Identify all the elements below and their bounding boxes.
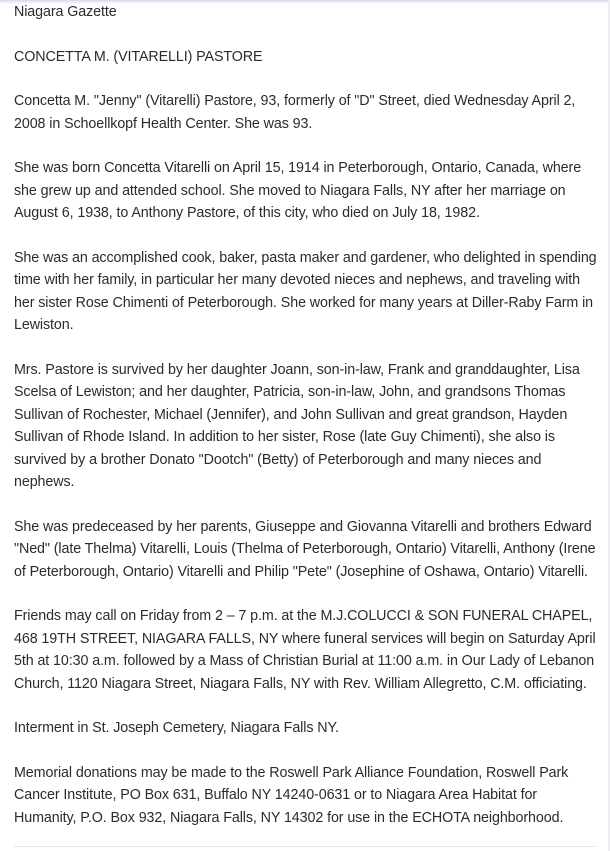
obituary-heading: CONCETTA M. (VITARELLI) PASTORE bbox=[14, 48, 263, 65]
paragraph-predeceased: She was predeceased by her parents, Giuseppe and Giovanna Vitarelli and brothers Edward "Ned" (late Thelma) Vitarelli, Louis (Thelma of Peterborough, Ontario) Vitarelli, Anthony (Irene of Peterborough, Ontario) Vitarelli and Philip "Pete" (Josephine of Oshawa, Ontario) Vitarelli. bbox=[14, 518, 596, 580]
bottom-divider bbox=[14, 846, 596, 847]
obituary-content bbox=[14, 1, 600, 851]
paragraph-services: Friends may call on Friday from 2 – 7 p.m. at the M.J.COLUCCI & SON FUNERAL CHAPEL, 468 19TH STREET, NIAGARA FALLS, NY where funeral services will begin on Saturday April 5th at 10:30 a.m. followed by a Mass of Christian Burial at 11:00 a.m. in Our Lady of Lebanon Church, 1120 Niagara Street, Niagara Falls, NY with Rev. William Allegretto, C.M. officiating. bbox=[14, 608, 596, 692]
paragraph-interment: Interment in St. Joseph Cemetery, Niagara Falls NY. bbox=[14, 720, 339, 736]
paragraph-memorial-donations: Memorial donations may be made to the Roswell Park Alliance Foundation, Roswell Park Cancer Institute, PO Box 631, Buffalo NY 14240-0631 or to Niagara Area Habitat for Humanity, P.O. Box 932, Niagara Falls, NY 14302 for use in the ECHOTA neighborhood. bbox=[14, 764, 569, 826]
paragraph-death-notice: Concetta M. "Jenny" (Vitarelli) Pastore, 93, formerly of "D" Street, died Wednesday April 2, 2008 in Schoellkopf Health Center. She was 93. bbox=[14, 93, 576, 132]
paragraph-interests: She was an accomplished cook, baker, pasta maker and gardener, who delighted in spending time with her family, in particular her many devoted nieces and nephews, and traveling with her sister Rose Chimenti of Peterborough. She worked for many years at Diller-Raby Farm in Lewiston. bbox=[14, 249, 597, 333]
source-name: Niagara Gazette bbox=[14, 4, 117, 20]
paragraph-survivors: Mrs. Pastore is survived by her daughter Joann, son-in-law, Frank and granddaughter, Lisa Scelsa of Lewiston; and her daughter, Patricia, son-in-law, John, and grandsons Thomas Sullivan of Rochester, Michael (Jennifer), and John Sullivan and great grandson, Hayden Sullivan of Rhode Island. In addition to her sister, Rose (late Guy Chimenti), she also is survived by a brother Donato "Dootch" (Betty) of Peterborough and many nieces and nephews. bbox=[14, 361, 580, 490]
paragraph-early-life: She was born Concetta Vitarelli on April 15, 1914 in Peterborough, Ontario, Canada, where she grew up and attended school. She moved to Niagara Falls, NY after her marriage on August 6, 1938, to Anthony Pastore, of this city, who died on July 18, 1982. bbox=[14, 160, 582, 221]
